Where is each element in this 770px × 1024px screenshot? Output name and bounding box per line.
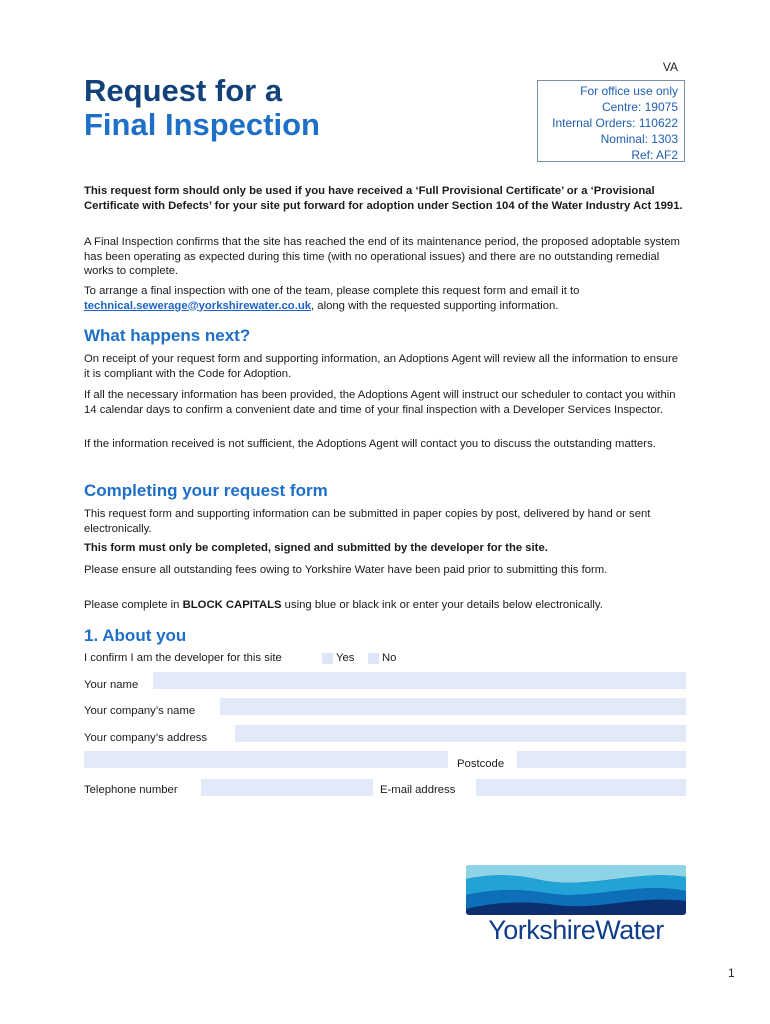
- yorkshire-water-logo-icon: [466, 865, 686, 915]
- next-paragraph-1: On receipt of your request form and supporting information, an Adoptions Agent will review all the information to ensure it is compliant with the Code for Adoption.: [84, 353, 679, 380]
- what-happens-next-heading: What happens next?: [84, 326, 251, 345]
- email-label: E-mail address: [380, 784, 456, 796]
- page-title: [84, 74, 484, 142]
- completing-paragraph-3: Please ensure all outstanding fees owing to Yorkshire Water have been paid prior to submitting this form.: [84, 564, 608, 576]
- company-address-label: Your company’s address: [84, 732, 208, 744]
- email-field[interactable]: [476, 779, 686, 796]
- title-line-2: Final Inspection: [84, 107, 320, 142]
- intro-paragraph-2-end: , along with the requested supporting information.: [311, 299, 559, 312]
- next-paragraph-2: If all the necessary information has been provided, the Adoptions Agent will instruct our scheduler to contact you within 14 calendar days to confirm a convenient date and time of your final inspection with a Developer Services Inspector.: [84, 389, 676, 416]
- yes-checkbox[interactable]: [322, 653, 333, 664]
- page-number: 1: [728, 966, 735, 980]
- form-code: VA: [662, 60, 678, 74]
- company-address-field-line-2[interactable]: [84, 751, 448, 768]
- company-address-field[interactable]: [235, 725, 686, 742]
- block-capitals-start: Please complete in: [84, 599, 183, 611]
- office-heading: For office use only: [580, 84, 678, 98]
- next-paragraph-3: If the information received is not sufficient, the Adoptions Agent will contact you to discuss the outstanding matters.: [84, 438, 656, 450]
- block-capitals-end: using blue or black ink or enter your details below electronically.: [281, 599, 603, 611]
- office-centre: Centre: 19075: [601, 100, 678, 114]
- office-ref: Ref: AF2: [631, 148, 678, 162]
- intro-paragraph-2: [84, 284, 684, 313]
- no-label: No: [382, 652, 397, 664]
- office-use-box: [537, 80, 685, 162]
- completing-developer-notice: This form must only be completed, signed and submitted by the developer for the site.: [84, 542, 548, 554]
- postcode-label: Postcode: [457, 758, 505, 770]
- yes-label: Yes: [336, 652, 355, 664]
- completing-form-heading: Completing your request form: [84, 481, 328, 500]
- no-checkbox[interactable]: [368, 653, 379, 664]
- telephone-field[interactable]: [201, 779, 373, 796]
- developer-confirm-label: I confirm I am the developer for this site: [84, 652, 282, 664]
- company-name-field[interactable]: [220, 698, 686, 715]
- company-name-label: Your company’s name: [84, 705, 196, 717]
- name-label: Your name: [84, 679, 139, 691]
- intro-paragraph-2-start: To arrange a final inspection with one of the team, please complete this request form and email it to: [84, 285, 580, 297]
- office-nominal: Nominal: 1303: [600, 132, 678, 146]
- intro-paragraph-1: A Final Inspection confirms that the site has reached the end of its maintenance period, the proposed adoptable system has been operating as expected during this time (with no operational issues) and there are no outstanding remedial works to complete.: [84, 236, 680, 277]
- email-link[interactable]: technical.sewerage@yorkshirewater.co.uk: [84, 299, 312, 312]
- about-you-heading: 1. About you: [84, 626, 187, 645]
- logo-wordmark: YorkshireWater: [488, 915, 664, 945]
- block-capitals-emphasis: BLOCK CAPITALS: [182, 599, 282, 611]
- telephone-label: Telephone number: [84, 784, 178, 796]
- postcode-field[interactable]: [517, 751, 686, 768]
- eligibility-notice: This request form should only be used if you have received a ‘Full Provisional Certificate’ or a ‘Provisional Certificate with Defects’ for your site put forward for adoption under Section 104 of the Water Industry Act 1991.: [84, 185, 683, 212]
- name-field[interactable]: [153, 672, 686, 689]
- title-line-1: Request for a: [84, 73, 283, 108]
- completing-paragraph-4: [84, 598, 684, 613]
- completing-paragraph-1: This request form and supporting information can be submitted in paper copies by post, delivered by hand or sent electronically.: [84, 508, 651, 535]
- office-internal-orders: Internal Orders: 110622: [552, 116, 678, 130]
